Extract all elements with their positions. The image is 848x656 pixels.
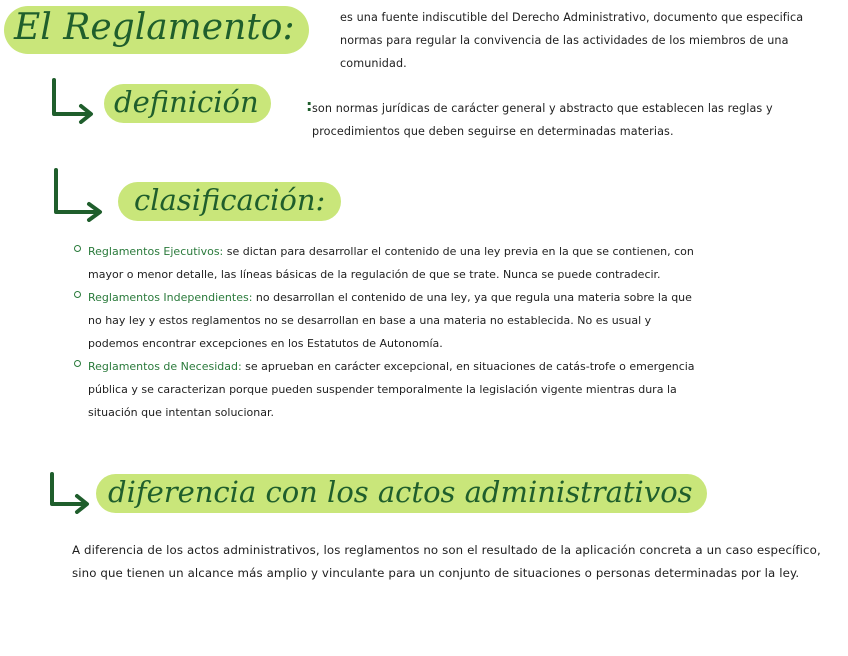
bullet-icon (74, 245, 81, 252)
section-heading-definicion: definición (104, 84, 271, 123)
definicion-text: son normas jurídicas de carácter general y abstracto que establecen las reglas y procedimientos que deben seguirse en determinadas materias. (312, 102, 773, 138)
diferencia-text: A diferencia de los actos administrativos, los reglamentos no son el resultado de la aplicación concreta a un caso específico, sino que tienen un alcance más amplio y vinculante para un conjunto de situaciones o personas determinadas por la ley. (72, 543, 821, 580)
term-reglamentos-de-necesidad: Reglamentos de Necesidad: (88, 360, 242, 373)
term-reglamentos-independientes: Reglamentos Independientes: (88, 291, 253, 304)
definicion-colon: : (306, 96, 313, 115)
list-item (72, 286, 702, 355)
list-item (72, 240, 702, 286)
page-title-text: El Reglamento (14, 7, 283, 48)
clasificacion-list (72, 240, 702, 424)
bullet-icon (74, 291, 81, 298)
bullet-icon (74, 360, 81, 367)
term-description: se aprueban en carácter excepcional, en situaciones de catás-trofe o emergencia pública y se caracterizan porque pueden suspender temporalmente la legislación vigente mientras dura la situación que intentan solucionar. (88, 360, 695, 419)
term-reglamentos-ejecutivos: Reglamentos Ejecutivos: (88, 245, 224, 258)
section-heading-diferencia: diferencia con los actos administrativos (96, 474, 707, 513)
list-item (72, 355, 702, 424)
page-title-colon: : (282, 7, 295, 48)
arrow-icon-definicion (48, 78, 100, 124)
term-description: no desarrollan el contenido de una ley, ya que regula una materia sobre la que no hay ley y estos reglamentos no se desarrollan en base a una materia no establecida. No es usual y podemos encontrar excepciones en los Estatutos de Autonomía. (88, 291, 692, 350)
arrow-icon-clasificacion (50, 168, 110, 222)
section-heading-clasificacion: clasificación: (118, 182, 341, 221)
arrow-icon-diferencia (46, 472, 96, 514)
term-description: se dictan para desarrollar el contenido de una ley previa en la que se contienen, con mayor o menor detalle, las líneas básicas de la regulación de que se trate. Nunca se puede contradecir. (88, 245, 694, 281)
page-title (4, 6, 309, 54)
intro-paragraph: es una fuente indiscutible del Derecho Administrativo, documento que especifica normas para regular la convivencia de las actividades de los miembros de una comunidad. (340, 11, 804, 70)
